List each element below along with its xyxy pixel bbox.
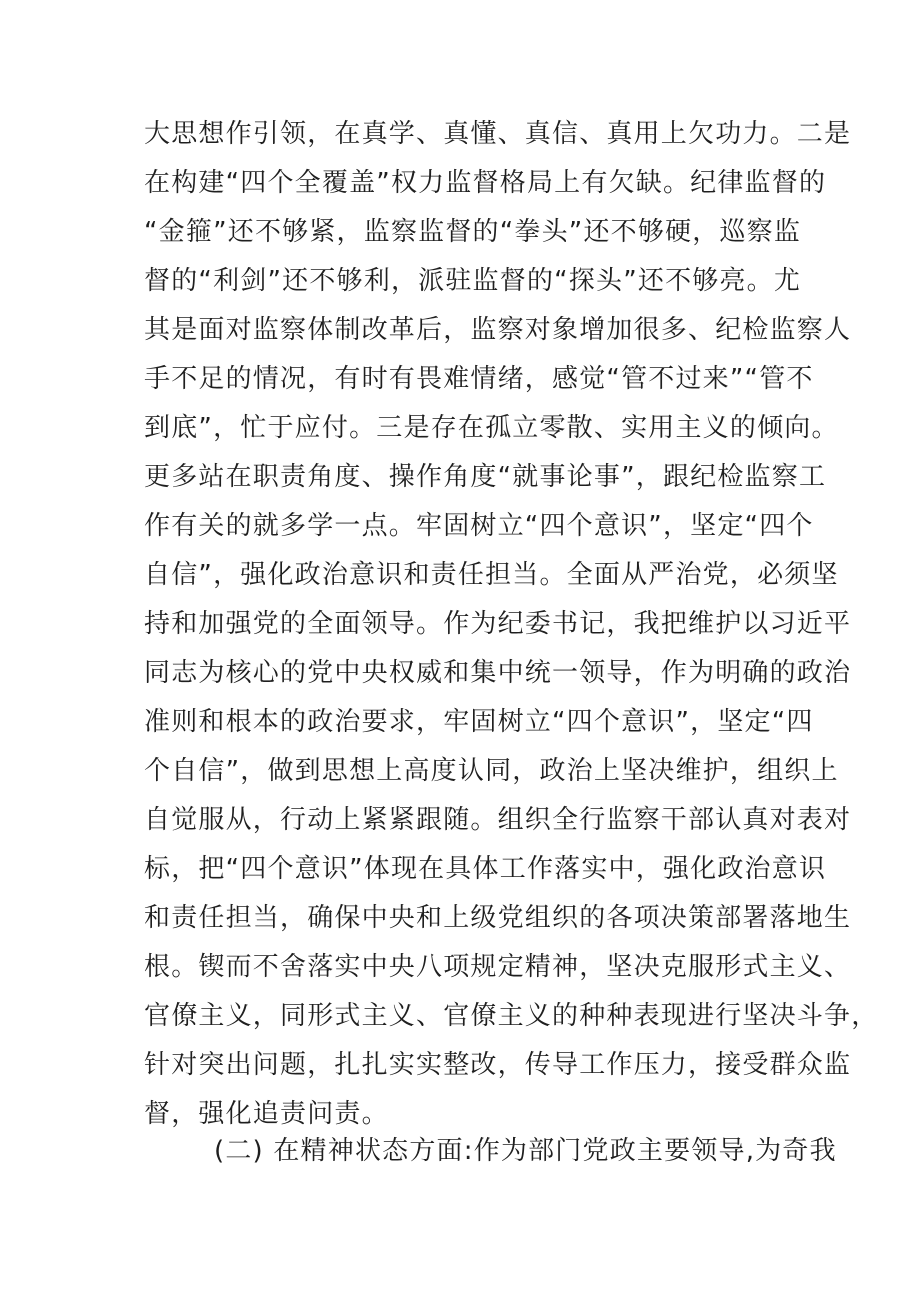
text-line: 督，强化追责问责。 xyxy=(144,1099,389,1129)
section-heading: (二) 在精神状态方面:作为部门党政主要领导,为奇我 xyxy=(214,1136,837,1166)
text-line: 在构建“四个全覆盖”权力监督格局上有欠缺。纪律监督的 xyxy=(144,168,827,198)
text-line: 自觉服从，行动上紧紧跟随。组织全行监察干部认真对表对 xyxy=(144,805,852,835)
text-line: 官僚主义，同形式主义、官僚主义的种种表现进行坚决斗争， xyxy=(144,1001,879,1031)
text-line: 其是面对监察体制改革后，监察对象增加很多、纪检监察人 xyxy=(144,315,852,345)
text-line: 到底”，忙于应付。三是存在孤立零散、实用主义的倾向。 xyxy=(144,413,839,443)
text-line: “金箍”还不够紧，监察监督的“拳头”还不够硬，巡察监 xyxy=(144,217,802,247)
text-line: 更多站在职责角度、操作角度“就事论事”，跟纪检监察工 xyxy=(144,462,827,492)
text-line: 自信”，强化政治意识和责任担当。全面从严治党，必须坚 xyxy=(144,560,839,590)
text-line: 和责任担当，确保中央和上级党组织的各项决策部署落地生 xyxy=(144,903,852,933)
text-line: 个自信”，做到思想上高度认同，政治上坚决维护，组织上 xyxy=(144,756,839,786)
text-line: 根。锲而不舍落实中央八项规定精神，坚决克服形式主义、 xyxy=(144,952,852,982)
text-line: 标，把“四个意识”体现在具体工作落实中，强化政治意识 xyxy=(144,854,827,884)
text-line: 同志为核心的党中央权威和集中统一领导，作为明确的政治 xyxy=(144,658,852,688)
text-line: 大思想作引领，在真学、真懂、真信、真用上欠功力。二是 xyxy=(144,119,852,149)
text-line: 持和加强党的全面领导。作为纪委书记，我把维护以习近平 xyxy=(144,609,852,639)
text-line: 准则和根本的政治要求，牢固树立“四个意识”，坚定“四 xyxy=(144,707,814,737)
text-line: 督的“利剑”还不够利，派驻监督的“探头”还不够亮。尤 xyxy=(144,266,802,296)
text-line: 作有关的就多学一点。牢固树立“四个意识”，坚定“四个 xyxy=(144,511,814,541)
text-line: 手不足的情况，有时有畏难情绪，感觉“管不过来”“管不 xyxy=(144,364,814,394)
text-line: 针对突出问题，扎扎实实整改，传导工作压力，接受群众监 xyxy=(144,1050,852,1080)
